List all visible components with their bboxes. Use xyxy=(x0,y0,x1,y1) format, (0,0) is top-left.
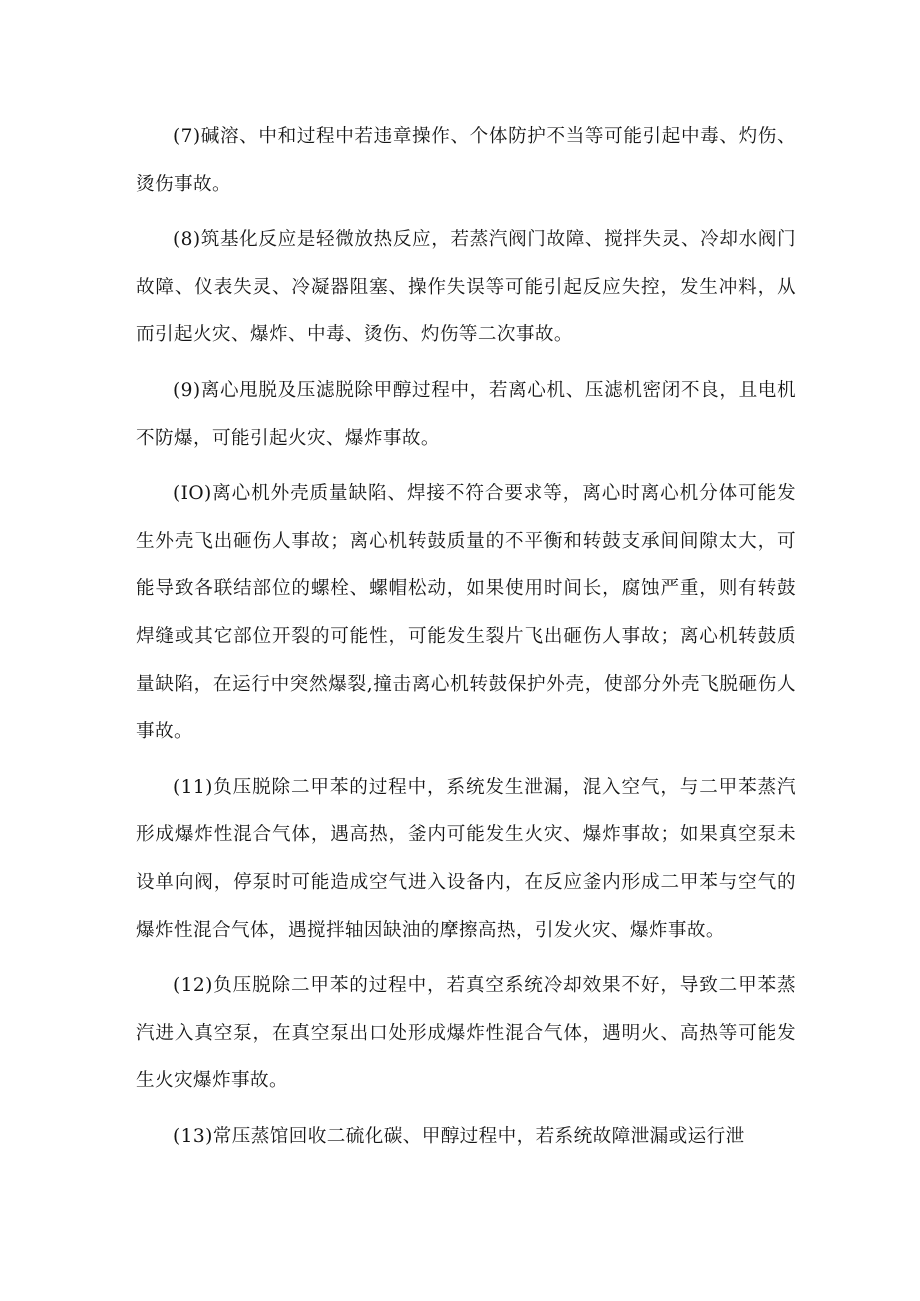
document-body xyxy=(136,113,796,1168)
paragraph-8: (8)筑基化反应是轻微放热反应，若蒸汽阀门故障、搅拌失灵、冷却水阀门故障、仪表失灵、冷凝器阻塞、操作失误等可能引起反应失控，发生冲料，从而引起火灾、爆炸、中毒、烫伤、灼伤等二次事故。 xyxy=(136,229,796,346)
paragraph-9: (9)离心甩脱及压滤脱除甲醇过程中，若离心机、压滤机密闭不良，且电机不防爆，可能引起火灾、爆炸事故。 xyxy=(136,379,796,449)
paragraph-7: (7)碱溶、中和过程中若违章操作、个体防护不当等可能引起中毒、灼伤、烫伤事故。 xyxy=(136,126,796,195)
paragraph-13: (13)常压蒸馆回收二硫化碳、甲醇过程中，若系统故障泄漏或运行泄 xyxy=(173,1125,745,1147)
paragraph-11: (11)负压脱除二甲苯的过程中，系统发生泄漏，混入空气，与二甲苯蒸汽形成爆炸性混合气体，遇高热，釜内可能发生火灾、爆炸事故；如果真空泵未设单向阀，停泵时可能造成空气进入设备内，在反应釜内形成二甲苯与空气的爆炸性混合气体，遇搅拌轴因缺油的摩擦高热，引发火灾、爆炸事故。 xyxy=(136,776,796,941)
paragraph-12: (12)负压脱除二甲苯的过程中，若真空系统冷却效果不好，导致二甲苯蒸汽进入真空泵，在真空泵出口处形成爆炸性混合气体，遇明火、高热等可能发生火灾爆炸事故。 xyxy=(136,975,796,1092)
paragraph-10: (IO)离心机外壳质量缺陷、焊接不符合要求等，离心时离心机分体可能发生外壳飞出砸伤人事故；离心机转鼓质量的不平衡和转鼓支承间间隙太大，可能导致各联结部位的螺栓、螺帽松动，如果使用时间长，腐蚀严重，则有转鼓焊缝或其它部位开裂的可能性，可能发生裂片飞出砸伤人事故；离心机转鼓质量缺陷，在运行中突然爆裂,撞击离心机转鼓保护外壳，使部分外壳飞脱砸伤人事故。 xyxy=(136,483,796,743)
